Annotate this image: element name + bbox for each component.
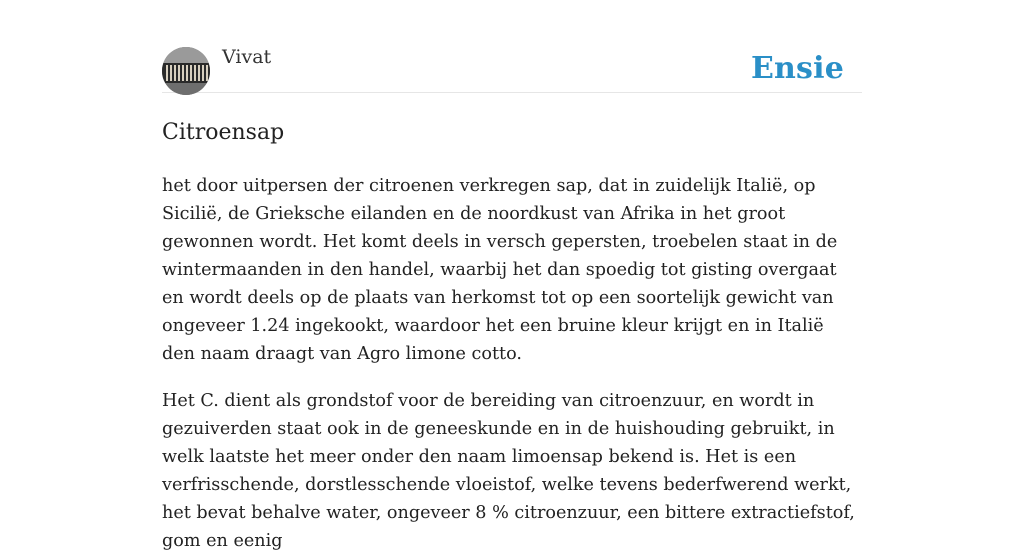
page-container	[162, 0, 862, 555]
author-name[interactable]: Vivat	[222, 46, 272, 68]
article-paragraph: Het C. dient als grondstof voor de bereiding van citroenzuur, en wordt in gezuiverden staat ook in de geneeskunde en in de huishouding gebruikt, in welk laatste het meer onder den naam limoensap bekend is. Het is een verfrisschende, dorstlesschende vloeistof, welke tevens bederfwerend werkt, het bevat behalve water, ongeveer 8 % citroenzuur, een bittere extractiefstof, gom en eenig	[162, 391, 855, 551]
header	[162, 0, 862, 93]
article-title: Citroensap	[162, 120, 285, 145]
avatar[interactable]	[162, 47, 210, 95]
brand-logo[interactable]: Ensie	[750, 51, 844, 86]
avatar-image-icon	[162, 47, 210, 95]
article-paragraph: het door uitpersen der citroenen verkregen sap, dat in zuidelijk Italië, op Sicilië, de Grieksche eilanden en de noordkust van Afrika in het groot gewonnen wordt. Het komt deels in versch gepersten, troebelen staat in de wintermaanden in den handel, waarbij het dan spoedig tot gisting overgaat en wordt deels op de plaats van herkomst tot op een soortelijk gewicht van ongeveer 1.24 ingekookt, waardoor het een bruine kleur krijgt en in Italië den naam draagt van Agro limone cotto.	[162, 176, 838, 364]
